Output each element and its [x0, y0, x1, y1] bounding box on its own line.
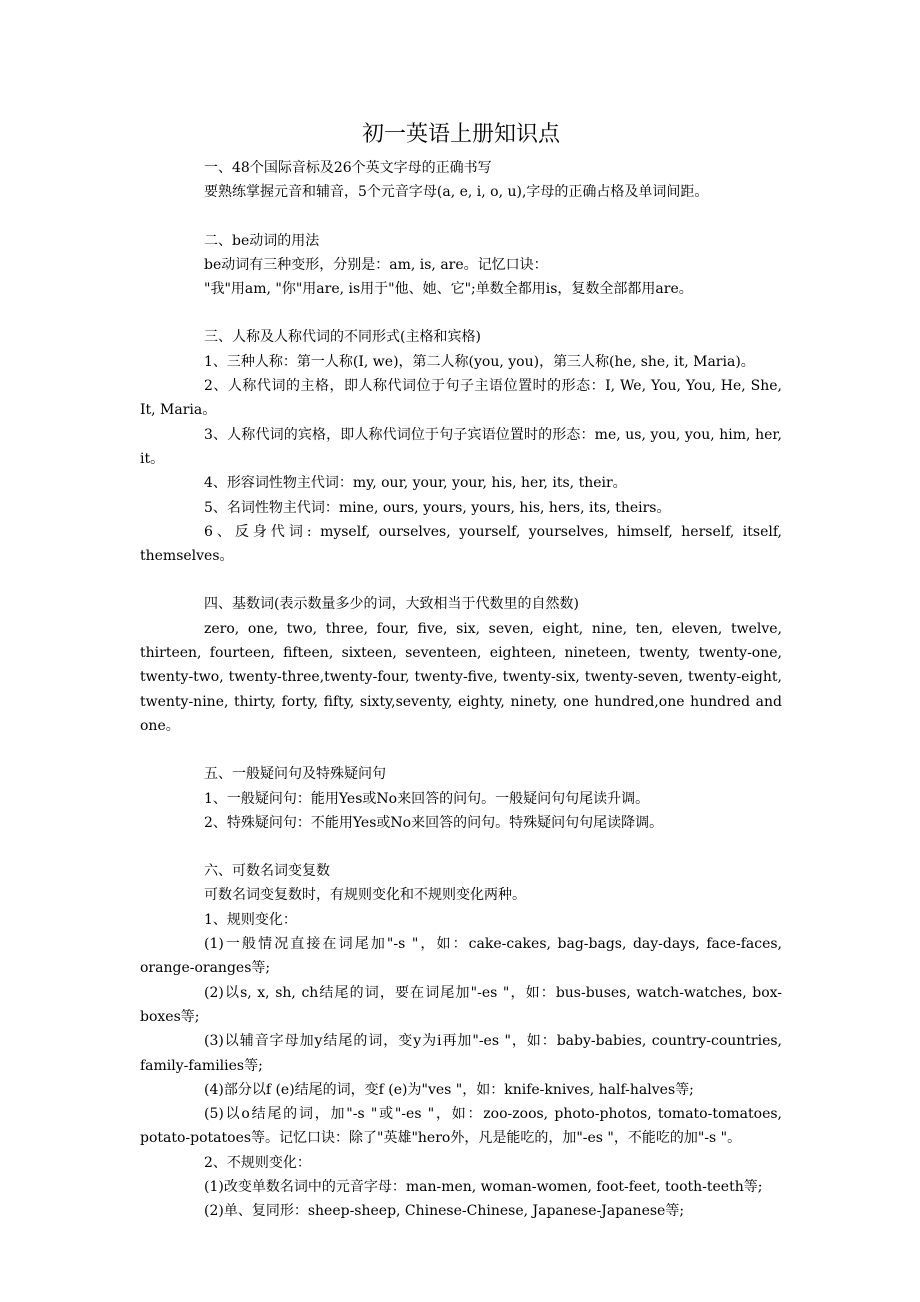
document-paragraph: 一、48个国际音标及26个英文字母的正确书写: [204, 160, 492, 176]
paragraph-gap: [140, 568, 782, 592]
document-paragraph: 可数名词变复数时，有规则变化和不规则变化两种。: [204, 887, 526, 904]
document-paragraph: 二、be动词的用法: [204, 232, 320, 249]
document-paragraph: (3)以辅音字母加y结尾的词，变y为i再加"-es "，如：baby-babies, country-countries, family-families等;: [140, 1033, 782, 1074]
document-paragraph: 4、形容词性物主代词：my, our, your, your, his, her, its, their。: [204, 475, 627, 492]
paragraph-gap: [140, 301, 782, 325]
document-paragraph: 6、反身代词: myself, ourselves, yourself, yourselves, himself, herself, itself, themselves。: [140, 523, 782, 565]
document-paragraph: 1、规则变化：: [204, 911, 297, 928]
document-paragraph: (2)单、复同形：sheep-sheep, Chinese-Chinese, Japanese-Japanese等;: [204, 1203, 685, 1220]
document-paragraph: "我"用am, "你"用are, is用于"他、她、它";单数全都用is，复数全部都用are。: [204, 281, 693, 298]
document-paragraph: 2、特殊疑问句：不能用Yes或No来回答的问句。特殊疑问句句尾读降调。: [204, 814, 664, 831]
document-paragraph: (5)以o结尾的词，加"-s "或"-es "，如：zoo-zoos, photo-photos, tomato-tomatoes, potato-potatoes等。记忆口诀：除了"英雄"hero外，凡是能吃的，加"-es "，不能吃的加"-s "。: [140, 1106, 782, 1147]
document-paragraph: 1、一般疑问句：能用Yes或No来回答的问句。一般疑问句句尾读升调。: [204, 790, 650, 807]
document-paragraph: zero, one, two, three, four, five, six, seven, eight, nine, ten, eleven, twelve, thirteen, fourteen, fifteen, sixteen, seventeen, eighteen, nineteen, twenty, twenty-one, twenty-two, twenty-three,twenty-four, twenty-five, twenty-six, twenty-seven, twenty-eight, twenty-nine, thirty, forty, fifty, sixty,seventy, eighty, ninety, one hundred,one hundred and one。: [140, 620, 782, 734]
document-paragraph: 3、人称代词的宾格，即人称代词位于句子宾语位置时的形态：me, us, you, you, him, her, it。: [140, 426, 782, 467]
document-title: 初一英语上册知识点: [361, 122, 560, 147]
document-body: [140, 156, 782, 1224]
document-paragraph: 六、可数名词变复数: [204, 863, 330, 880]
document-paragraph: 四、基数词(表示数量多少的词，大致相当于代数里的自然数): [204, 596, 579, 613]
paragraph-gap: [140, 205, 782, 229]
document-page: [140, 118, 782, 1224]
document-paragraph: 5、名词性物主代词：mine, ours, yours, yours, his, hers, its, theirs。: [204, 499, 671, 516]
document-paragraph: 五、一般疑问句及特殊疑问句: [204, 766, 386, 783]
paragraph-gap: [140, 738, 782, 762]
document-paragraph: 2、人称代词的主格，即人称代词位于句子主语位置时的形态：I, We, You, You, He, She, It, Maria。: [140, 378, 782, 419]
document-paragraph: 三、人称及人称代词的不同形式(主格和宾格): [204, 329, 481, 346]
document-paragraph: (1)一般情况直接在词尾加"-s "，如：cake-cakes, bag-bags, day-days, face-faces, orange-oranges等;: [140, 936, 782, 977]
document-paragraph: 2、不规则变化：: [204, 1154, 311, 1171]
document-paragraph: be动词有三种变形，分别是：am, is, are。记忆口诀：: [204, 256, 548, 273]
paragraph-gap: [140, 835, 782, 859]
document-paragraph: 要熟练掌握元音和辅音，5个元音字母(a, e, i, o, u),字母的正确占格及单词间距。: [204, 184, 709, 201]
document-paragraph: (2)以s, x, sh, ch结尾的词，要在词尾加"-es "，如：bus-buses, watch-watches, box-boxes等;: [140, 984, 782, 1025]
document-paragraph: (1)改变单数名词中的元音字母：man-men, woman-women, foot-feet, tooth-teeth等;: [204, 1178, 763, 1195]
document-paragraph: 1、三种人称：第一人称(I, we)，第二人称(you, you)，第三人称(he, she, it, Maria)。: [204, 353, 755, 370]
document-paragraph: (4)部分以f (e)结尾的词，变f (e)为"ves "，如：knife-knives, half-halves等;: [204, 1081, 694, 1098]
